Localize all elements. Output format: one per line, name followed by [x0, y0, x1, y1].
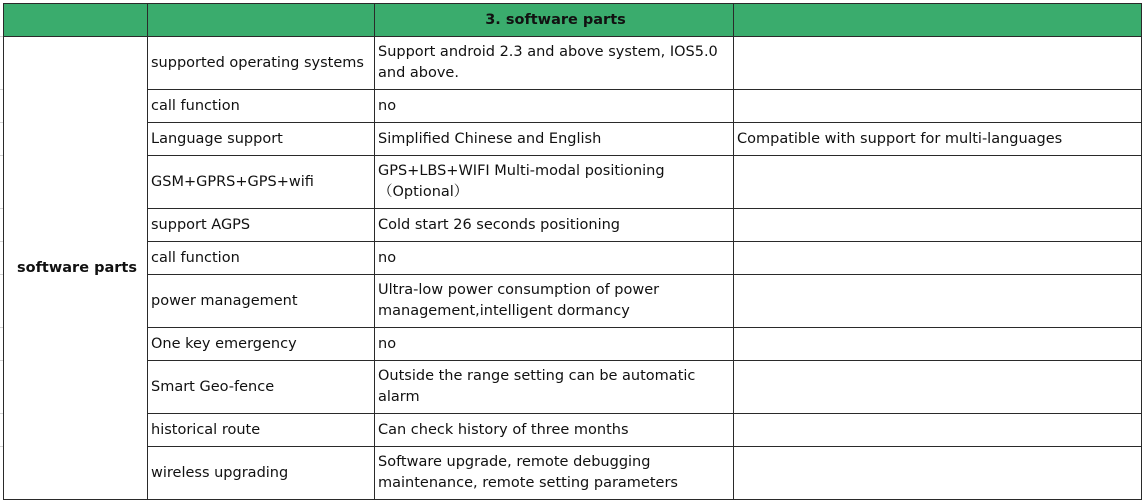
- table-row: [4, 414, 1142, 447]
- table-row: [4, 361, 1142, 414]
- detail-cell[interactable]: no: [375, 328, 734, 361]
- title-row: [4, 4, 1142, 37]
- detail-cell[interactable]: Cold start 26 seconds positioning: [375, 209, 734, 242]
- table-row: [4, 90, 1142, 123]
- feature-cell[interactable]: support AGPS: [148, 209, 375, 242]
- detail-cell[interactable]: no: [375, 90, 734, 123]
- note-cell[interactable]: Compatible with support for multi-languages: [734, 123, 1142, 156]
- note-cell[interactable]: [734, 209, 1142, 242]
- table-row: [4, 447, 1142, 500]
- table-row: [4, 156, 1142, 209]
- note-cell[interactable]: [734, 447, 1142, 500]
- table-row: [4, 37, 1142, 90]
- feature-cell[interactable]: supported operating systems: [148, 37, 375, 90]
- feature-cell[interactable]: wireless upgrading: [148, 447, 375, 500]
- detail-cell[interactable]: GPS+LBS+WIFI Multi-modal positioning （Optional）: [375, 156, 734, 209]
- feature-cell[interactable]: One key emergency: [148, 328, 375, 361]
- title-row-cell-b[interactable]: [148, 4, 375, 37]
- detail-cell[interactable]: Support android 2.3 and above system, IOS5.0 and above.: [375, 37, 734, 90]
- detail-cell[interactable]: no: [375, 242, 734, 275]
- feature-cell[interactable]: call function: [148, 242, 375, 275]
- title-row-cell-a[interactable]: [4, 4, 148, 37]
- table-row: [4, 328, 1142, 361]
- feature-cell[interactable]: call function: [148, 90, 375, 123]
- section-title[interactable]: 3. software parts: [375, 4, 734, 37]
- feature-cell[interactable]: power management: [148, 275, 375, 328]
- table-row: [4, 209, 1142, 242]
- note-cell[interactable]: [734, 328, 1142, 361]
- note-cell[interactable]: [734, 242, 1142, 275]
- detail-cell[interactable]: Ultra-low power consumption of power management,intelligent dormancy: [375, 275, 734, 328]
- detail-cell[interactable]: Simplified Chinese and English: [375, 123, 734, 156]
- detail-cell[interactable]: Software upgrade, remote debugging maintenance, remote setting parameters: [375, 447, 734, 500]
- note-cell[interactable]: [734, 156, 1142, 209]
- note-cell[interactable]: [734, 37, 1142, 90]
- note-cell[interactable]: [734, 275, 1142, 328]
- spec-table: [3, 3, 1142, 500]
- table-row: [4, 275, 1142, 328]
- detail-cell[interactable]: Outside the range setting can be automatic alarm: [375, 361, 734, 414]
- note-cell[interactable]: [734, 414, 1142, 447]
- feature-cell[interactable]: Smart Geo-fence: [148, 361, 375, 414]
- feature-cell[interactable]: GSM+GPRS+GPS+wifi: [148, 156, 375, 209]
- feature-cell[interactable]: Language support: [148, 123, 375, 156]
- category-cell[interactable]: software parts: [4, 37, 148, 500]
- table-row: [4, 242, 1142, 275]
- note-cell[interactable]: [734, 90, 1142, 123]
- note-cell[interactable]: [734, 361, 1142, 414]
- feature-cell[interactable]: historical route: [148, 414, 375, 447]
- table-row: [4, 123, 1142, 156]
- detail-cell[interactable]: Can check history of three months: [375, 414, 734, 447]
- title-row-cell-d[interactable]: [734, 4, 1142, 37]
